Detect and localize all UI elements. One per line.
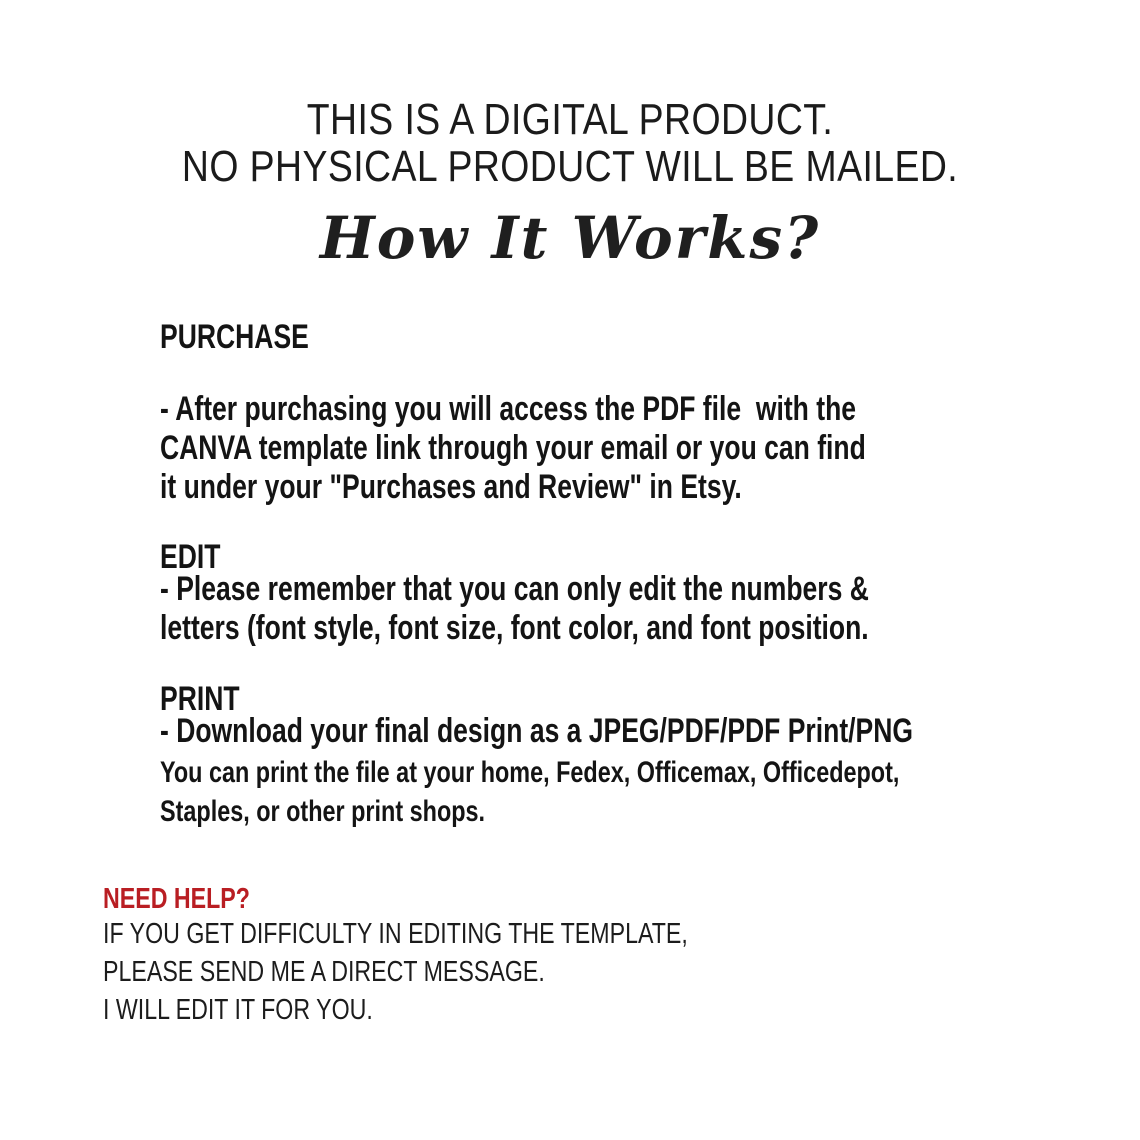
notice-line-1: THIS IS A DIGITAL PRODUCT. bbox=[306, 95, 834, 144]
purchase-section-title bbox=[160, 317, 351, 357]
help-line-2: PLEASE SEND ME A DIRECT MESSAGE. bbox=[103, 956, 545, 988]
need-help-title-text: NEED HELP? bbox=[103, 883, 250, 915]
edit-section-body bbox=[160, 570, 1069, 648]
edit-line-2: letters (font style, font size, font color, and font position. bbox=[160, 609, 869, 647]
print-note-line-1: You can print the file at your home, Fedex, Officemax, Officedepot, bbox=[160, 756, 900, 789]
print-section-note bbox=[160, 753, 1108, 831]
edit-line-1: - Please remember that you can only edit the numbers & bbox=[160, 570, 869, 608]
purchase-line-2: CANVA template link through your email or you can find bbox=[160, 429, 866, 467]
print-section-body bbox=[160, 712, 1125, 751]
notice-line-2: NO PHYSICAL PRODUCT WILL BE MAILED. bbox=[181, 142, 959, 191]
how-it-works-heading: How It Works? bbox=[319, 204, 821, 272]
need-help-title bbox=[103, 881, 287, 917]
purchase-line-3: it under your "Purchases and Review" in Etsy. bbox=[160, 468, 742, 506]
digital-product-notice bbox=[0, 96, 1140, 190]
need-help-body bbox=[103, 915, 834, 1029]
purchase-section-body bbox=[160, 390, 1065, 507]
purchase-title-text: PURCHASE bbox=[160, 318, 309, 356]
edit-title-text: EDIT bbox=[160, 538, 221, 576]
print-note-line-2: Staples, or other print shops. bbox=[160, 795, 486, 828]
help-line-1: IF YOU GET DIFFICULTY IN EDITING THE TEMPLATE, bbox=[103, 918, 688, 950]
print-title-text: PRINT bbox=[160, 680, 240, 718]
help-line-3: I WILL EDIT IT FOR YOU. bbox=[103, 994, 373, 1026]
print-line-1: - Download your final design as a JPEG/PDF/PDF Print/PNG bbox=[160, 712, 913, 750]
purchase-line-1: - After purchasing you will access the PDF file with the bbox=[160, 390, 857, 428]
